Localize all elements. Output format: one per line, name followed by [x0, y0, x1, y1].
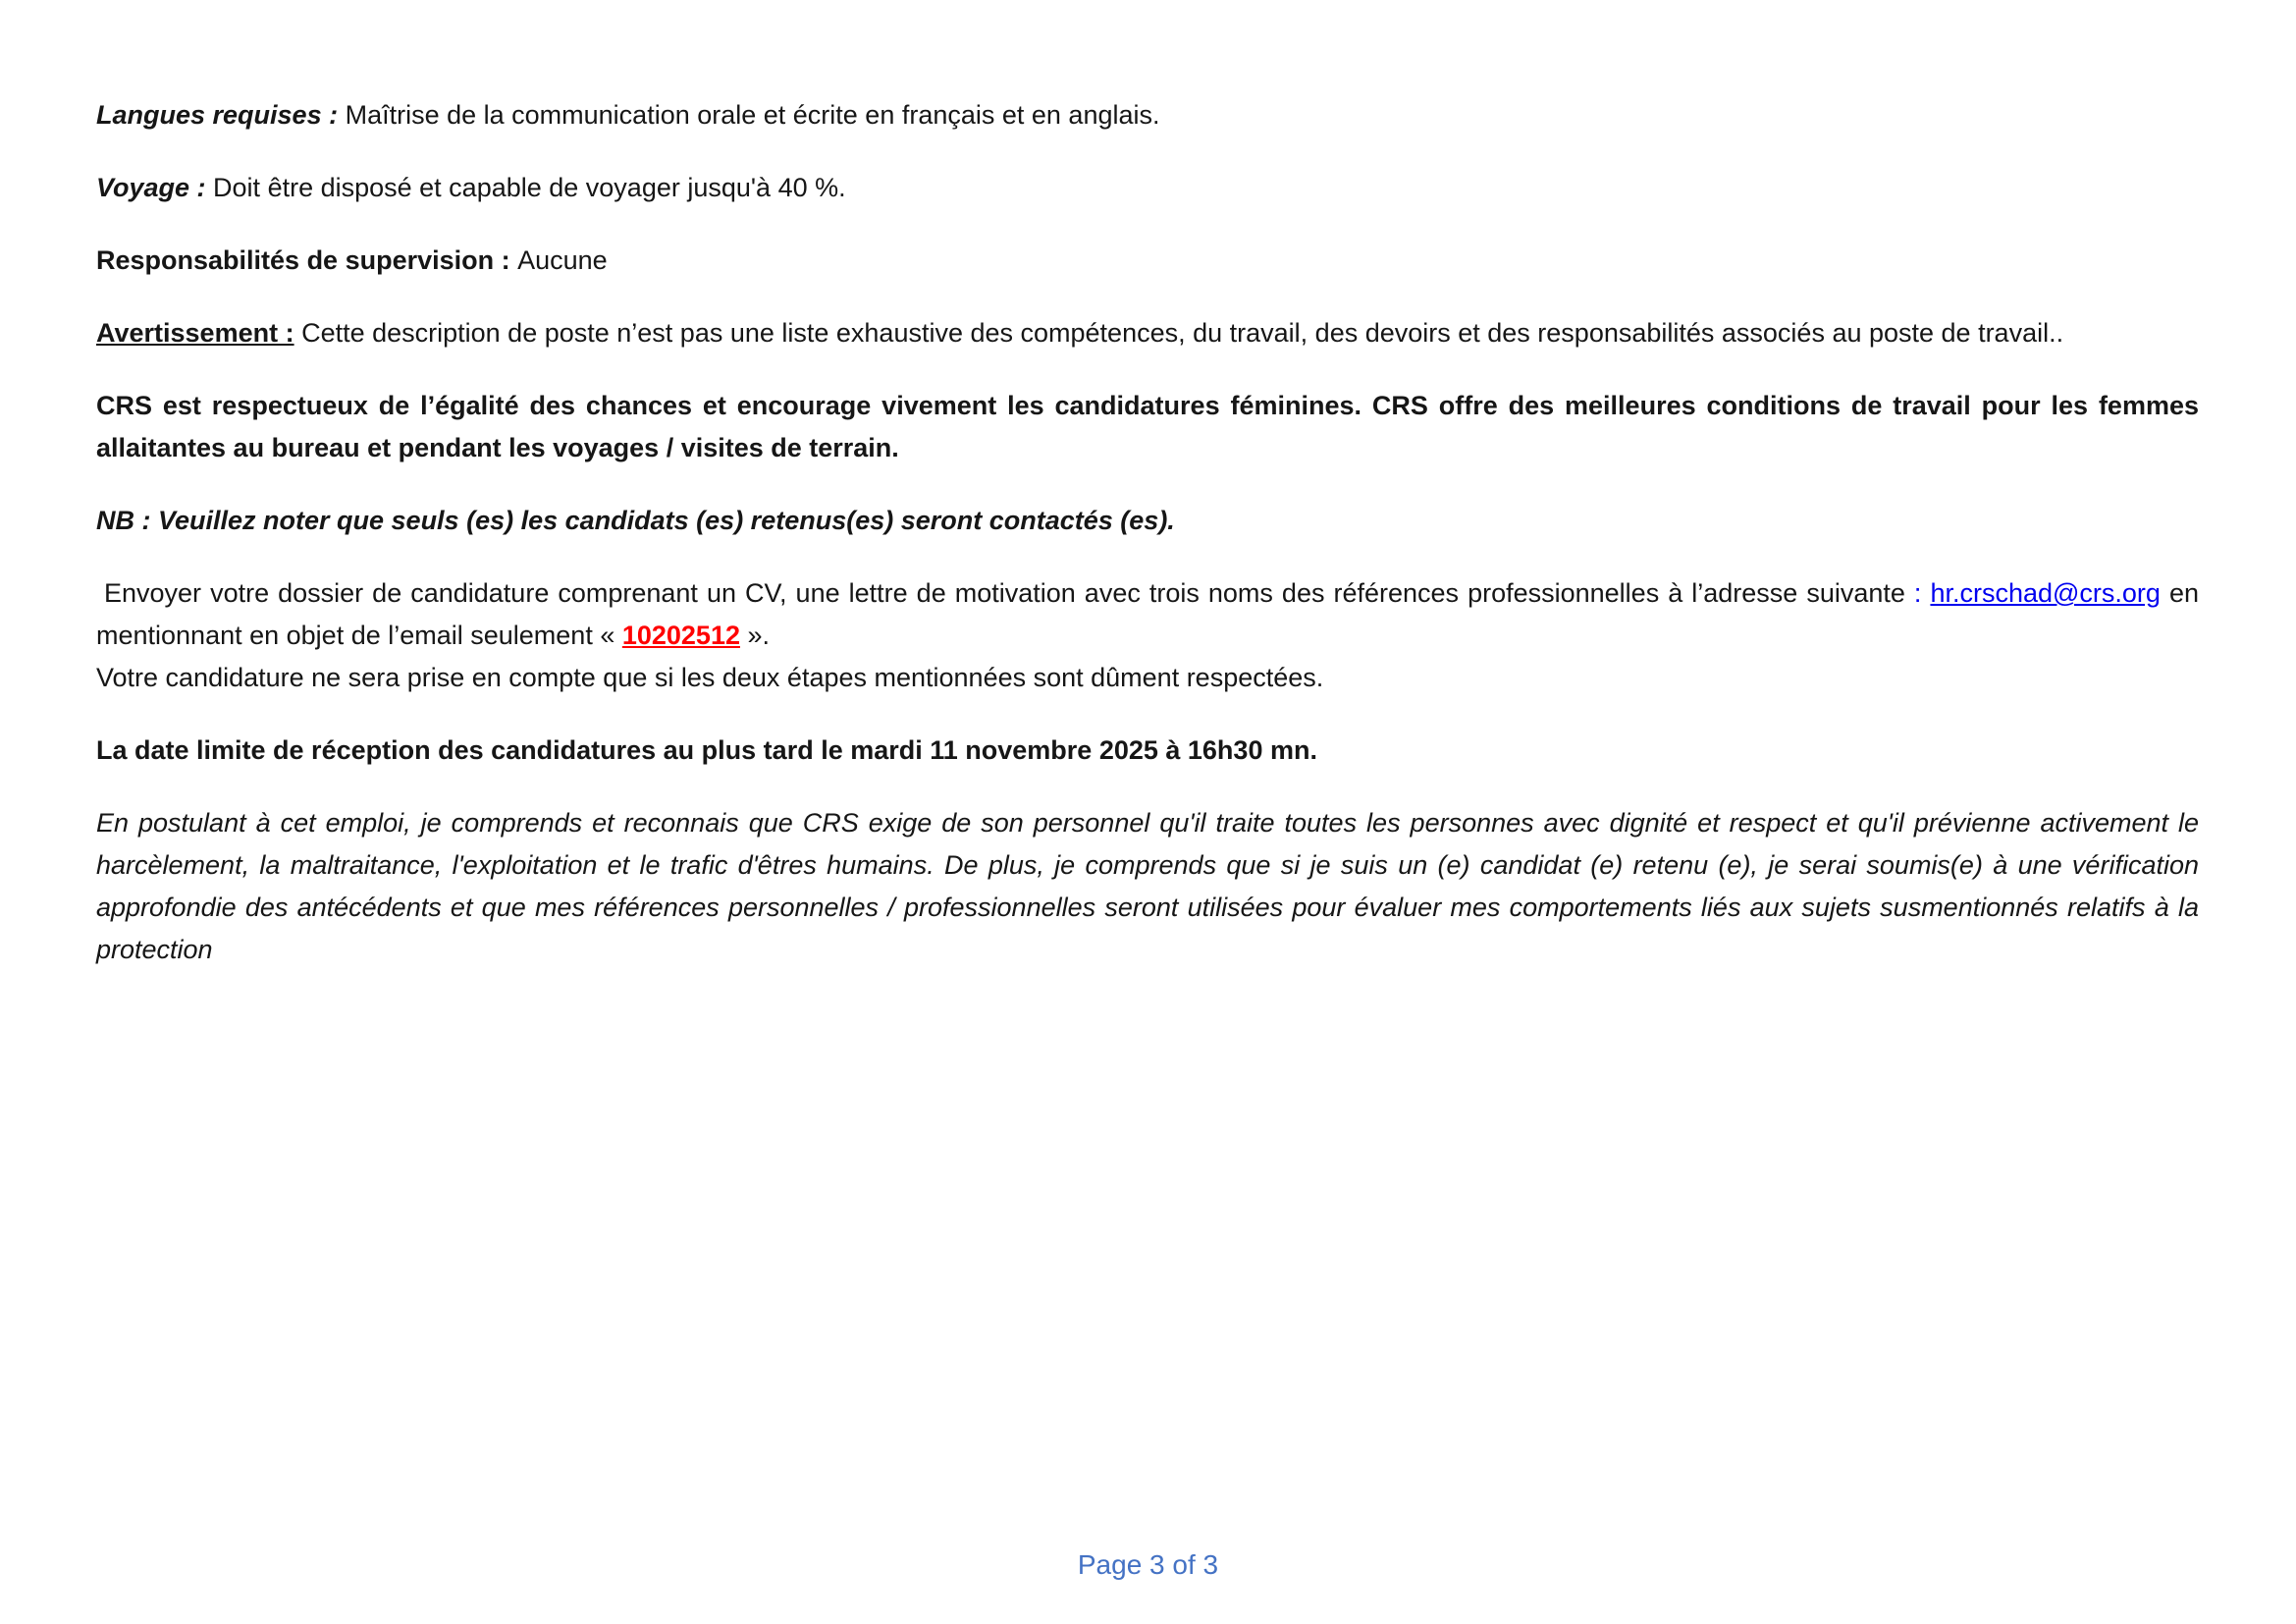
egalite-chances-text: CRS est respectueux de l’égalité des chances et encourage vivement les candidatures féminines. CRS offre des meilleures conditions de travail pour les femmes allaitantes au bureau et pendant les voyages / visites de terrain. [96, 391, 2199, 462]
avertissement-label: Avertissement : [96, 318, 294, 348]
job-reference-code: 10202512 [621, 621, 740, 650]
instructions-candidature-text-2: en mentionnant en objet de l’email seulement « [96, 578, 2199, 650]
page-number: Page 3 of 3 [1077, 1549, 1219, 1580]
paragraph-responsabilites-supervision [96, 240, 2199, 282]
instructions-colon: : [1913, 578, 1931, 608]
paragraph-avertissement [96, 312, 2199, 354]
instructions-candidature-text-1: Envoyer votre dossier de candidature comprenant un CV, une lettre de motivation avec trois noms des références professionnelles à l’adresse suivante [104, 578, 1914, 608]
responsabilites-supervision-text: Aucune [517, 245, 608, 275]
langues-requises-label: Langues requises : [96, 100, 346, 130]
paragraph-nb-candidats-retenus [96, 500, 2199, 542]
declaration-protection-text: En postulant à cet emploi, je comprends et reconnais que CRS exige de son personnel qu'il traite toutes les personnes avec dignité et respect et qu'il prévienne activement le harcèlement, la maltraitance, l'exploitation et le trafic d'êtres humains. De plus, je comprends que si je suis un (e) candidat (e) retenu (e), je serai soumis(e) à une vérification approfondie des antécédents et que mes références personnelles / professionnelles seront utilisées pour évaluer mes comportements liés aux sujets susmentionnés relatifs à la protection [96, 808, 2199, 964]
voyage-text: Doit être disposé et capable de voyager jusqu'à 40 %. [213, 173, 846, 202]
instructions-candidature-line-2: Votre candidature ne sera prise en compte que si les deux étapes mentionnées sont dûment respectées. [96, 663, 1324, 692]
instructions-candidature-text-3: ». [739, 621, 771, 650]
langues-requises-text: Maîtrise de la communication orale et écrite en français et en anglais. [345, 100, 1160, 130]
page-footer [0, 1543, 2296, 1586]
voyage-label: Voyage : [96, 173, 214, 202]
paragraph-egalite-chances [96, 385, 2199, 469]
date-limite-text: La date limite de réception des candidatures au plus tard le mardi 11 novembre 2025 à 16h30 mn. [96, 735, 1317, 765]
responsabilites-supervision-label: Responsabilités de supervision : [96, 245, 518, 275]
paragraph-declaration-protection [96, 802, 2199, 971]
paragraph-date-limite [96, 730, 2199, 772]
paragraph-instructions-candidature [96, 572, 2199, 699]
document-body [96, 94, 2199, 1001]
paragraph-langues-requises [96, 94, 2199, 136]
nb-candidats-retenus-text: NB : Veuillez noter que seuls (es) les candidats (es) retenus(es) seront contactés (es). [96, 506, 1175, 535]
paragraph-voyage [96, 167, 2199, 209]
email-link[interactable]: hr.crschad@crs.org [1930, 578, 2161, 608]
avertissement-text: Cette description de poste n’est pas une liste exhaustive des compétences, du travail, des devoirs et des responsabilités associés au poste de travail.. [294, 318, 2064, 348]
